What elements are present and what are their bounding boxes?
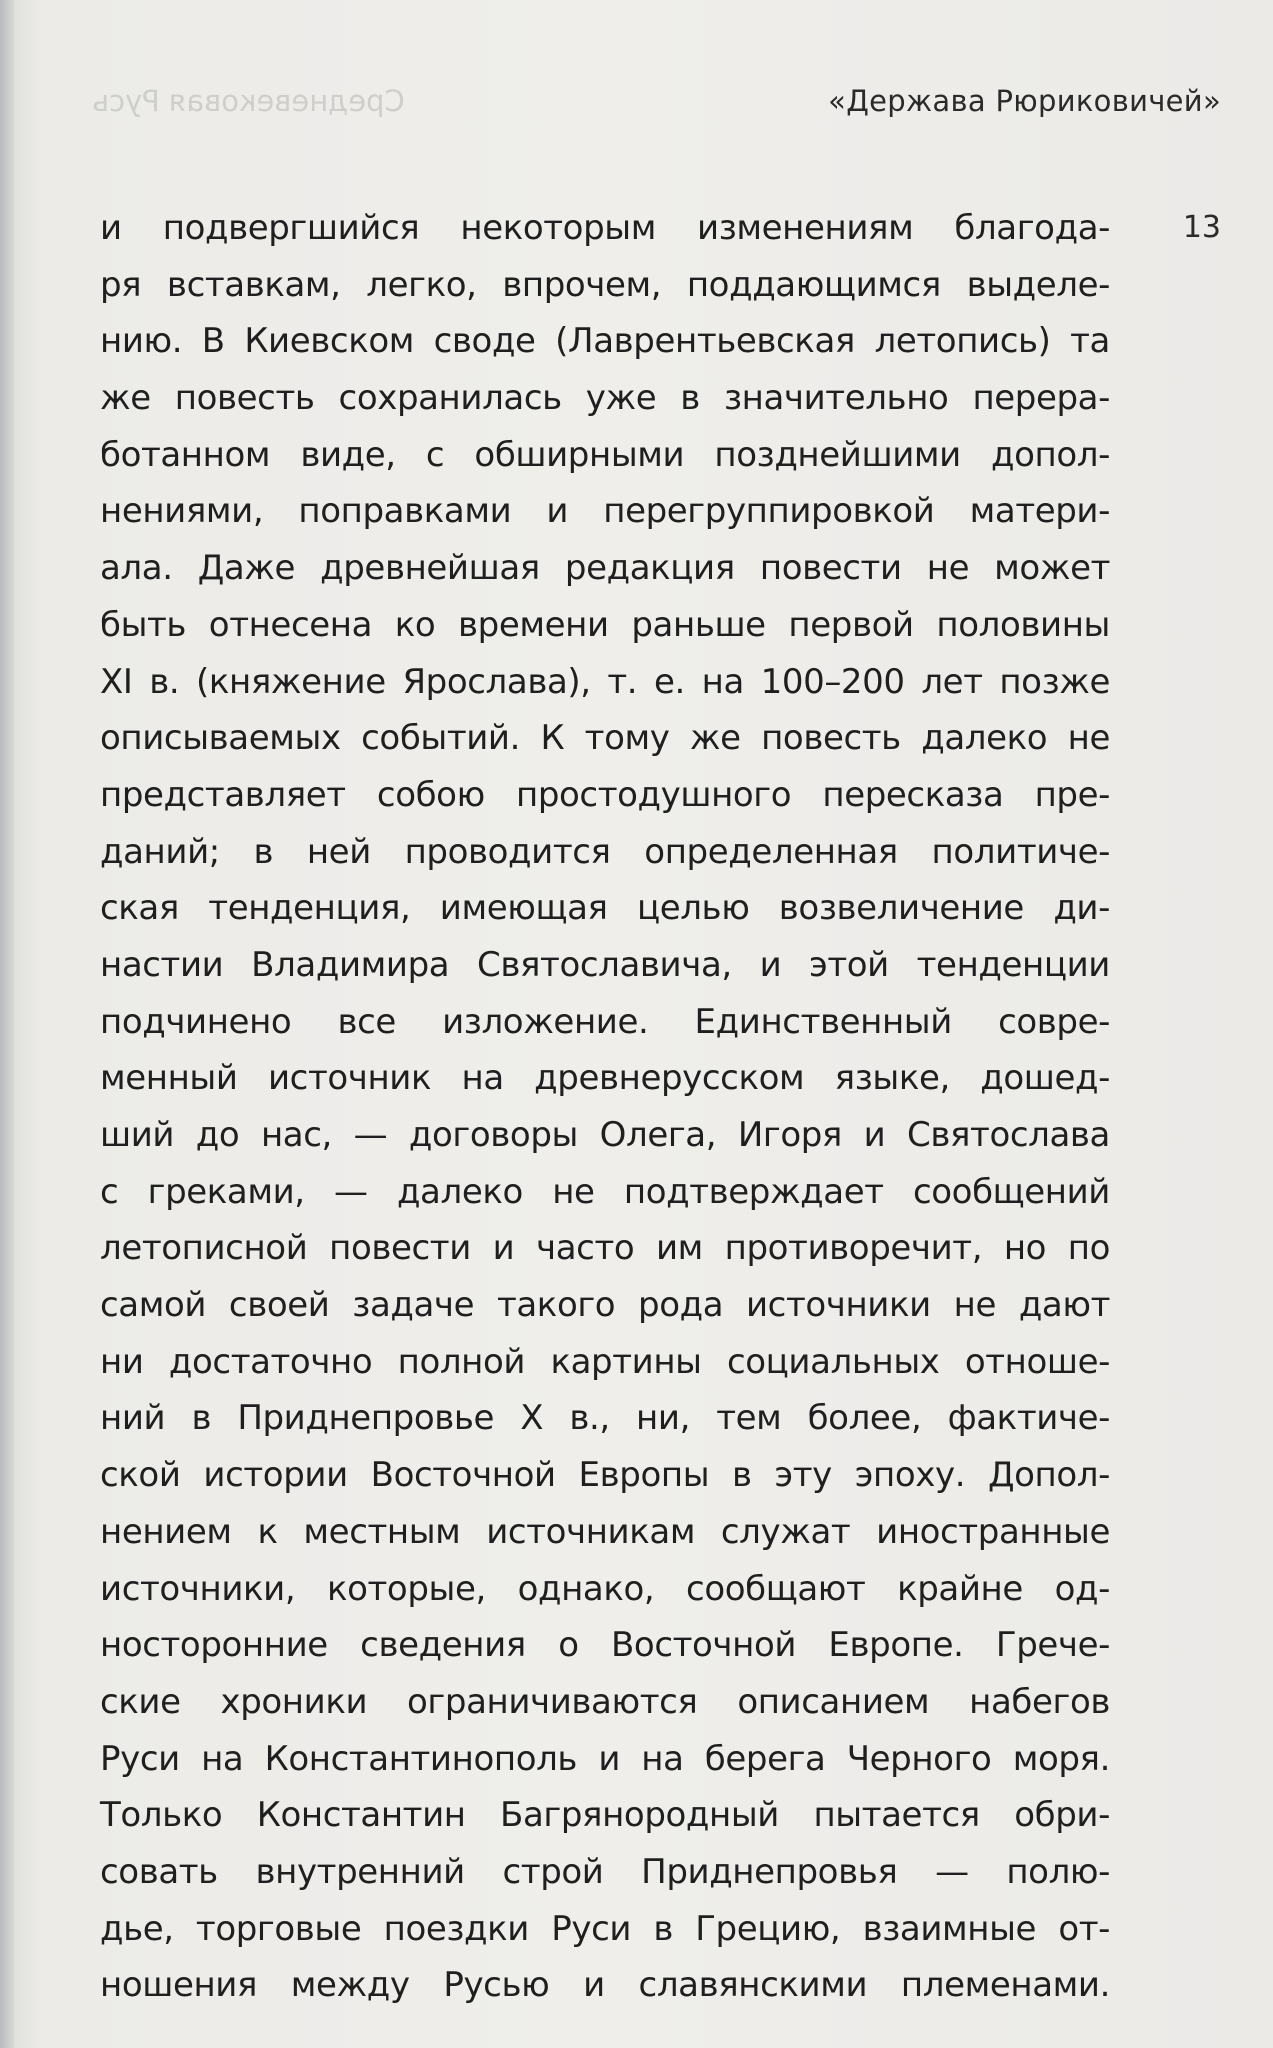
- page-edge: [0, 0, 14, 2048]
- text-line: ший до нас, — договоры Олега, Игоря и Святослава: [100, 1115, 1110, 1155]
- text-line: ской истории Восточной Европы в эту эпоху. Допол-: [100, 1455, 1110, 1496]
- text-line: дье, торговые поездки Руси в Грецию, взаимные от-: [100, 1908, 1110, 1949]
- text-line: и подвергшийся некоторым изменениям благода-: [100, 208, 1110, 248]
- text-line: ботанном виде, с обширными позднейшими допол-: [100, 434, 1110, 475]
- text-line: Руси на Константинополь и на берега Черного моря.: [100, 1738, 1110, 1779]
- text-line: нию. В Киевском своде (Лаврентьевская летопись) та: [100, 321, 1110, 362]
- bleed-through-running-title: Средневековая Русь: [92, 84, 405, 118]
- text-line: Только Константин Багрянородный пытается обри-: [100, 1795, 1110, 1836]
- text-line: ская тенденция, имеющая целью возвеличение ди-: [100, 888, 1110, 929]
- text-line: же повесть сохранилась уже в значительно перера-: [100, 378, 1110, 419]
- text-line: ний в Приднепровье X в., ни, тем более, фактиче-: [100, 1398, 1110, 1439]
- text-line: быть отнесена ко времени раньше первой половины: [100, 604, 1110, 645]
- text-line: менный источник на древнерусском языке, дошед-: [100, 1058, 1110, 1099]
- text-line: настии Владимира Святославича, и этой тенденции: [100, 944, 1110, 985]
- page-header: [0, 84, 1273, 134]
- text-line: совать внутренний строй Приднепровья — полю-: [100, 1851, 1110, 1892]
- text-line: нением к местным источникам служат иностранные: [100, 1511, 1110, 1552]
- text-line: ала. Даже древнейшая редакция повести не может: [100, 548, 1110, 589]
- text-line: представляет собою простодушного пересказа пре-: [100, 774, 1110, 815]
- text-line: ни достаточно полной картины социальных отноше-: [100, 1341, 1110, 1382]
- body-text: [100, 200, 1110, 2014]
- text-line: источники, которые, однако, сообщают крайне од-: [100, 1568, 1110, 1609]
- page-number: 13: [1182, 210, 1221, 245]
- text-line: даний; в ней проводится определенная политиче-: [100, 831, 1110, 872]
- text-line: подчинено все изложение. Единственный совре-: [100, 1001, 1110, 1042]
- text-line: с греками, — далеко не подтверждает сообщений: [100, 1171, 1110, 1212]
- text-line: ношения между Русью и славянскими племенами.: [100, 1965, 1110, 2006]
- text-line: ские хроники ограничиваются описанием набегов: [100, 1681, 1110, 1722]
- text-line: носторонние сведения о Восточной Европе. Грече-: [100, 1625, 1110, 1666]
- text-line: описываемых событий. К тому же повесть далеко не: [100, 718, 1110, 759]
- text-line: ря вставкам, легко, впрочем, поддающимся выделе-: [100, 264, 1110, 305]
- text-line: самой своей задаче такого рода источники не дают: [100, 1285, 1110, 1326]
- text-line: XI в. (княжение Ярослава), т. е. на 100–200 лет позже: [100, 661, 1110, 702]
- text-line: летописной повести и часто им противоречит, но по: [100, 1228, 1110, 1269]
- text-line: нениями, поправками и перегруппировкой матери-: [100, 491, 1110, 532]
- running-title: «Держава Рюриковичей»: [828, 84, 1221, 118]
